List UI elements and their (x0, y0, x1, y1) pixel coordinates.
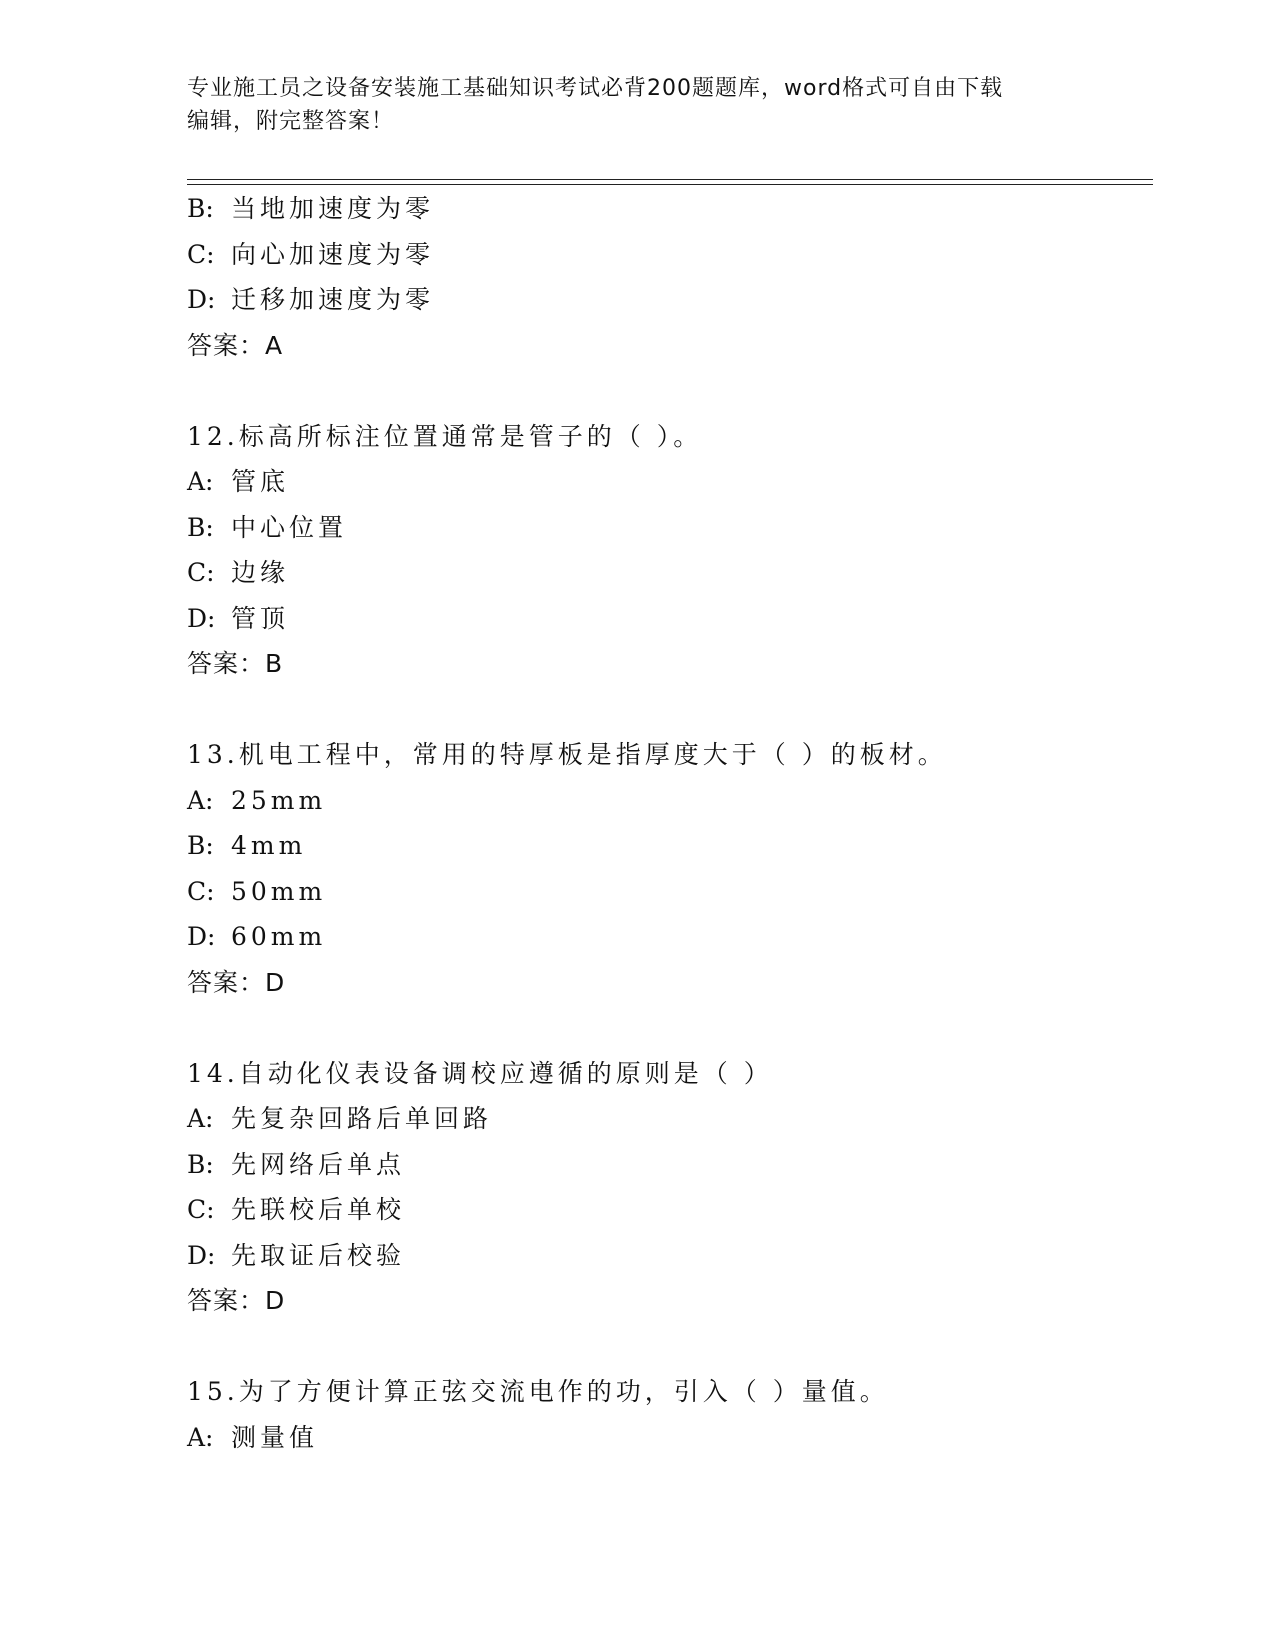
header-rule-top (187, 179, 1153, 180)
option-d (187, 914, 1153, 960)
option-text: 测量值 (231, 1422, 319, 1452)
option-a (187, 1415, 1153, 1461)
option-b (187, 505, 1153, 551)
option-b (187, 823, 1153, 869)
option-c (187, 232, 1153, 278)
answer-line: 答案：A (187, 330, 284, 360)
option-label: D: (187, 922, 216, 951)
option-label: D: (187, 285, 216, 314)
question-11-continued (187, 186, 1153, 368)
option-a (187, 459, 1153, 505)
option-label: B: (187, 1149, 214, 1179)
option-label: C: (187, 239, 215, 269)
option-label: A: (187, 1422, 214, 1452)
option-text: 向心加速度为零 (231, 239, 435, 269)
option-label: C: (187, 558, 215, 587)
question-stem: 12.标高所标注位置通常是管子的（ ）。 (187, 421, 703, 451)
option-b (187, 1142, 1153, 1188)
option-text: 先复杂回路后单回路 (231, 1104, 493, 1133)
option-label: D: (187, 1240, 216, 1270)
option-b (187, 186, 1153, 232)
option-d (187, 277, 1153, 323)
option-text: 先取证后校验 (231, 1240, 406, 1270)
option-label: B: (187, 512, 214, 542)
option-text: 中心位置 (231, 512, 348, 542)
option-text: 25mm (231, 785, 327, 815)
question-12 (187, 414, 1153, 687)
option-text: 50mm (231, 876, 327, 906)
option-c (187, 550, 1153, 596)
option-text: 迁移加速度为零 (231, 285, 435, 314)
option-text: 当地加速度为零 (231, 194, 435, 223)
header-line-1: 专业施工员之设备安装施工基础知识考试必背200题题库，word格式可自由下载 (187, 76, 1004, 101)
option-text: 边缘 (231, 558, 290, 587)
option-text: 60mm (231, 922, 327, 951)
answer-line: 答案：D (187, 967, 286, 997)
option-d (187, 596, 1153, 642)
option-text: 先联校后单校 (231, 1195, 406, 1224)
header-rule-bottom (187, 184, 1153, 185)
option-c (187, 869, 1153, 915)
option-label: B: (187, 194, 214, 223)
question-stem: 13.机电工程中，常用的特厚板是指厚度大于（ ）的板材。 (187, 740, 947, 769)
question-15 (187, 1369, 1153, 1460)
question-stem: 14.自动化仪表设备调校应遵循的原则是（ ） (187, 1058, 773, 1088)
option-label: A: (187, 1104, 214, 1133)
option-a (187, 778, 1153, 824)
answer-line: 答案：D (187, 1286, 286, 1315)
option-text: 管底 (231, 467, 290, 496)
question-stem: 15.为了方便计算正弦交流电作的功，引入（ ）量值。 (187, 1377, 889, 1406)
question-content (187, 186, 1153, 1460)
option-text: 管顶 (231, 603, 290, 633)
option-label: A: (187, 467, 214, 496)
option-text: 4mm (231, 831, 307, 860)
question-13 (187, 732, 1153, 1005)
option-label: C: (187, 1195, 215, 1224)
option-label: D: (187, 603, 216, 633)
option-label: C: (187, 876, 215, 906)
header-line-2: 编辑，附完整答案！ (187, 109, 395, 134)
document-header (187, 72, 1087, 138)
option-a (187, 1096, 1153, 1142)
option-text: 先网络后单点 (231, 1149, 406, 1179)
question-14 (187, 1051, 1153, 1324)
option-label: A: (187, 785, 214, 815)
option-c (187, 1187, 1153, 1233)
option-label: B: (187, 831, 214, 860)
answer-line: 答案：B (187, 649, 284, 678)
option-d (187, 1233, 1153, 1279)
